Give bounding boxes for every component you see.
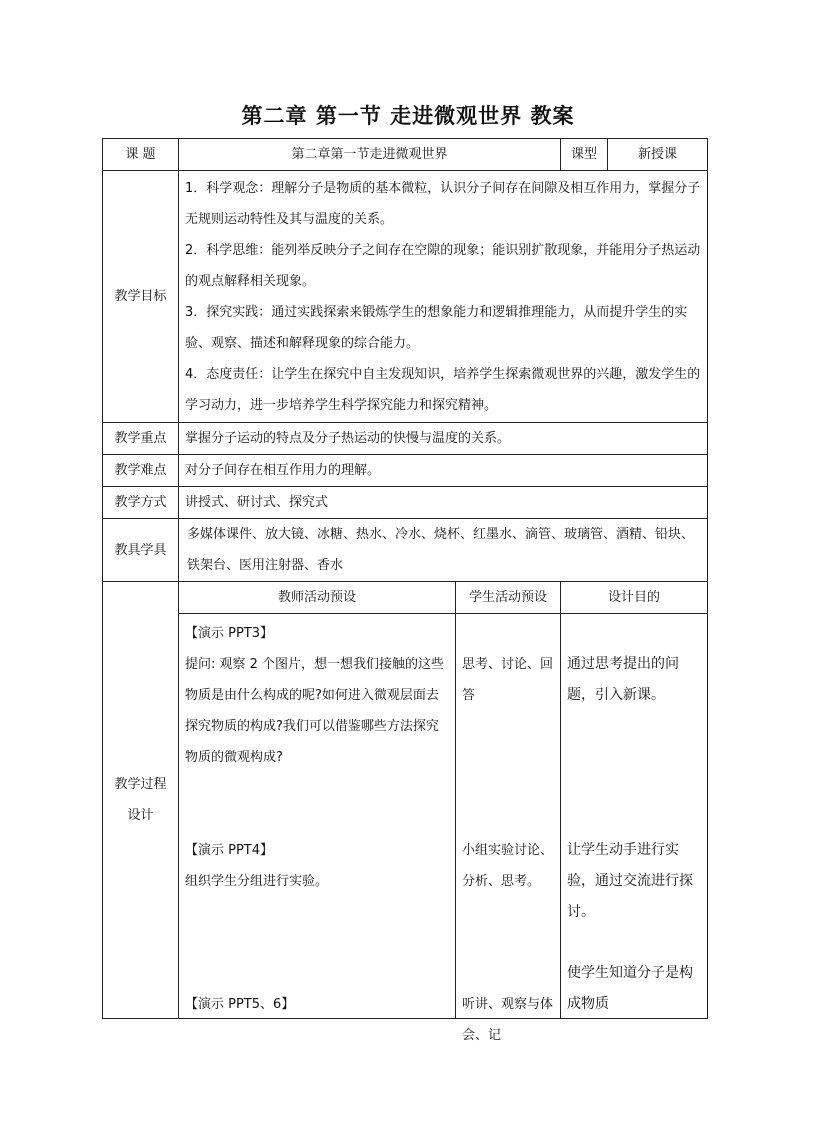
- tools-label: 教具学具: [103, 519, 179, 582]
- purpose-block-1: 通过思考提出的问题，引入新课。: [567, 656, 680, 703]
- row-topic: [103, 139, 708, 171]
- lesson-type-value: 新授课: [608, 139, 708, 171]
- student-header: 学生活动预设: [456, 582, 561, 614]
- objective-item: 1．科学观念：理解分子是物质的基本微粒，认识分子间存在间隙及相互作用力，掌握分子无规则运动特性及其与温度的关系。: [185, 180, 701, 227]
- process-label: [103, 582, 179, 1019]
- teacher-block-title: 【演示 PPT3】: [185, 626, 274, 641]
- lesson-plan-table: [102, 138, 708, 1043]
- lesson-type-label: 课型: [561, 139, 608, 171]
- objective-item: 2．科学思维：能列举反映分子之间存在空隙的现象；能识别扩散现象，并能用分子热运动的观点解释相关现象。: [185, 242, 701, 289]
- tools-value: 多媒体课件、放大镜、冰糖、热水、冷水、烧杯、红墨水、滴管、玻璃管、酒精、铅块、铁架台、医用注射器、香水: [179, 519, 708, 582]
- row-objectives: [103, 171, 708, 423]
- purpose-cell: [561, 614, 708, 1019]
- teacher-block-title: 【演示 PPT4】: [185, 843, 274, 858]
- row-methods: [103, 487, 708, 519]
- objective-item: 4．态度责任：让学生在探究中自主发现知识，培养学生探索微观世界的兴趣，激发学生的学习动力，进一步培养学生科学探究能力和探究精神。: [185, 366, 701, 413]
- page-title: 第二章 第一节 走进微观世界 教案: [241, 103, 575, 128]
- process-label-line2: 设计: [127, 808, 154, 823]
- topic-label: 课 题: [103, 139, 179, 171]
- difficulties-value: 对分子间存在相互作用力的理解。: [179, 455, 708, 487]
- process-label-line1: 教学过程: [114, 777, 167, 792]
- teacher-activity-cell: [179, 614, 456, 1019]
- student-activity-cell: [456, 614, 561, 1043]
- objective-item: 3．探究实践：通过实践探索来锻炼学生的想象能力和逻辑推理能力，从而提升学生的实验、观察、描述和解释现象的综合能力。: [185, 304, 688, 351]
- methods-value: 讲授式、研讨式、探究式: [179, 487, 708, 519]
- row-difficulties: [103, 455, 708, 487]
- student-block-1: 思考、讨论、回答: [462, 657, 554, 703]
- process-header-row: [103, 582, 708, 614]
- student-block-3: 听讲、观察与体会、记: [462, 997, 554, 1043]
- teacher-block-1: [179, 618, 455, 773]
- process-content-row: [103, 614, 708, 1019]
- topic-value: 第二章第一节走进微观世界: [179, 139, 561, 171]
- teacher-block-2: [179, 835, 455, 897]
- key-points-label: 教学重点: [103, 423, 179, 455]
- key-points-value: 掌握分子运动的特点及分子热运动的快慢与温度的关系。: [179, 423, 708, 455]
- teacher-block-text: 组织学生分组进行实验。: [185, 874, 329, 889]
- objectives-content: [179, 171, 708, 423]
- row-tools: [103, 519, 708, 582]
- teacher-block-3: [179, 989, 455, 1020]
- teacher-header: 教师活动预设: [179, 582, 456, 614]
- purpose-block-3: 使学生知道分子是构成物质: [567, 965, 694, 1012]
- objectives-label: 教学目标: [103, 171, 179, 423]
- teacher-block-text: 提问: 观察 2 个图片，想一想我们接触的这些物质是由什么构成的呢?如何进入微观层面去探究物质的构成?我们可以借鉴哪些方法探究物质的微观构成?: [185, 657, 445, 765]
- purpose-header: 设计目的: [561, 582, 708, 614]
- methods-label: 教学方式: [103, 487, 179, 519]
- difficulties-label: 教学难点: [103, 455, 179, 487]
- row-key-points: [103, 423, 708, 455]
- student-block-2: 小组实验讨论、分析、思考。: [462, 843, 554, 889]
- purpose-block-2: 让学生动手进行实验，通过交流进行探讨。: [567, 842, 694, 920]
- teacher-block-title: 【演示 PPT5、6】: [185, 997, 295, 1012]
